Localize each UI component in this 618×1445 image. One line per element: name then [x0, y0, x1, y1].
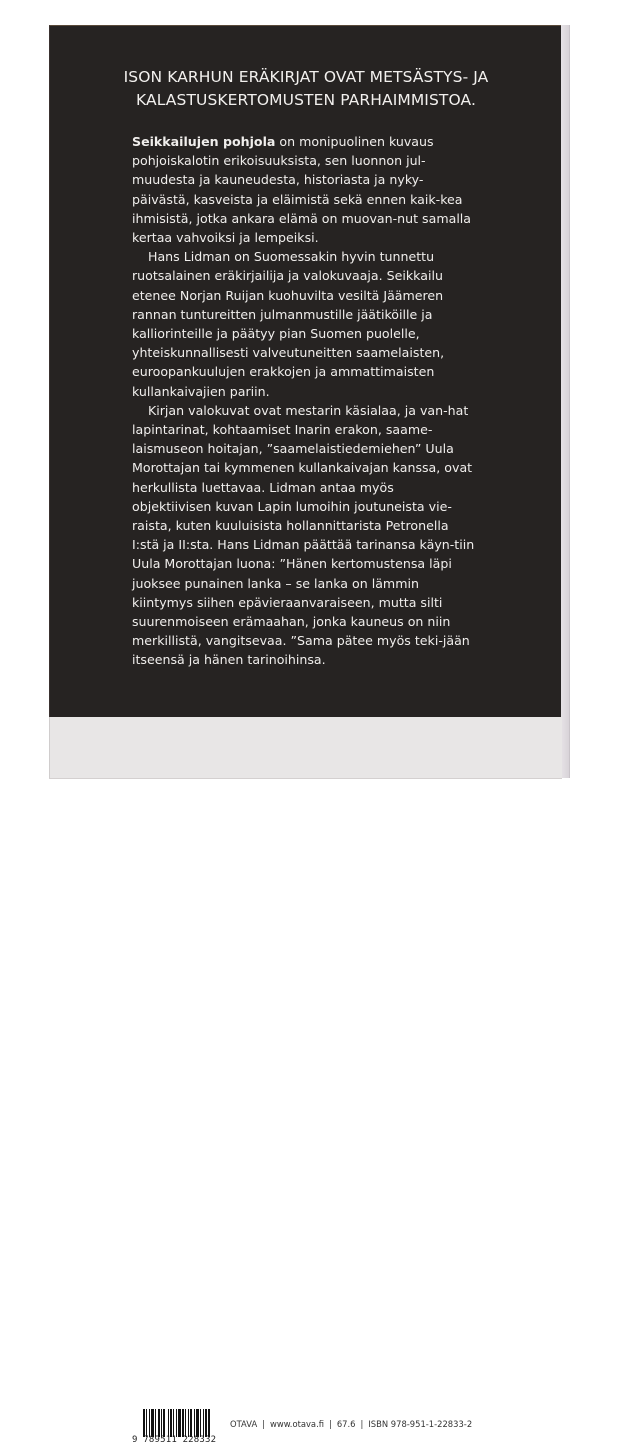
- isbn: ISBN 978-951-1-22833-2: [368, 1419, 473, 1429]
- tagline: [50, 66, 562, 112]
- blurb-paragraph-1: [132, 132, 477, 247]
- bottom-imprint-strip: [49, 717, 562, 1445]
- book-back-cover: [49, 25, 569, 1445]
- tagline-line-2: KALASTUSKERTOMUSTEN PARHAIMMISTOA.: [136, 91, 476, 109]
- blurb-text: [132, 132, 477, 670]
- tagline-line-1: ISON KARHUN ERÄKIRJAT OVAT METSÄSTYS- JA: [123, 68, 489, 86]
- page-block-edge: [561, 25, 570, 778]
- publisher-website: www.otava.fi: [270, 1419, 325, 1429]
- classification-code: 67.6: [336, 1419, 356, 1429]
- dark-cover-panel: [49, 25, 562, 718]
- book-title: Seikkailujen pohjola: [132, 134, 276, 149]
- publisher-name: OTAVA: [230, 1419, 258, 1429]
- blurb-paragraph-2: Hans Lidman on Suomessakin hyvin tunnettu ruotsalainen eräkirjailija ja valokuvaaja. Seikkailu etenee Norjan Ruijan kuohuvilta vesiltä Jäämeren rannan tuntureitten julmanmustille jäätiköille ja kalliorinteille ja päätyy pian Suomen puolelle, yhteiskunnallisesti valveutuneitten saamelaisten, euroopankuulujen erakkojen ja ammattimaisten kullankaivajien pariin.: [132, 249, 445, 399]
- imprint-line: OTAVA | www.otava.fi | 67.6 | ISBN 978-951-1-22833-2: [230, 1419, 473, 1429]
- barcode-number: 9 789511 228332: [132, 1435, 217, 1445]
- blurb-paragraph-3: Kirjan valokuvat ovat mestarin käsialaa, ja van-hat lapintarinat, kohtaamiset Inarin erakon, saame-laismuseon hoitajan, ”saamelaistiedemiehen” Uula Morottajan tai kymmenen kullankaivajan kanssa, ovat herkullista luettavaa. Lidman antaa myös objektiivisen kuvan Lapin lumoihin joutuneista vie-raista, kuten kuuluisista hollannittarista Petronella I:stä ja II:sta. Hans Lidman päättää tarinansa käyn-tiin Uula Morottajan luona: ”Hänen kertomustensa läpi juoksee punainen lanka – se lanka on lämmin kiintymys siihen epävieraanvaraiseen, mutta silti suurenmoiseen erämaahan, jonka kauneus on niin merkillistä, vangitsevaa. ”Sama pätee myös teki-jään itseensä ja hänen tarinoihinsa.: [132, 402, 475, 668]
- barcode: [143, 1409, 227, 1437]
- paragraph-1-text: on monipuolinen kuvaus pohjoiskalotin erikoisuuksista, sen luonnon jul-muudesta ja kauneudesta, historiasta ja nyky-päivästä, kasveista ja eläimistä sekä ennen kaik-kea ihmisistä, jotka ankara elämä on muovan-nut samalla kertaa vahvoiksi ja lempeiksi.: [132, 134, 472, 246]
